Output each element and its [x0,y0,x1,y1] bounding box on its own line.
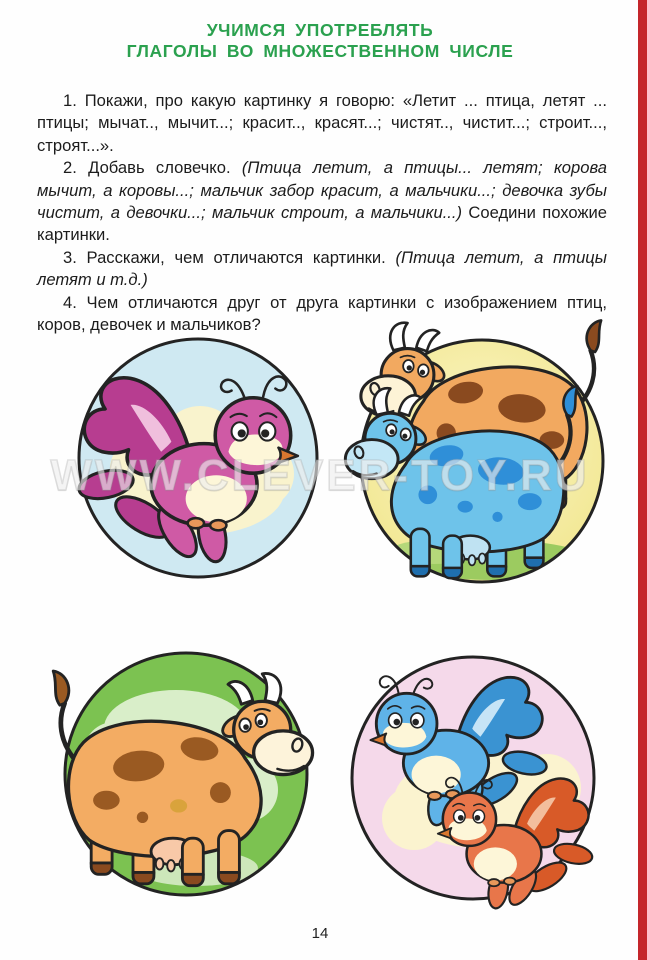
task-1 [37,90,607,157]
page-title [20,20,620,62]
picture-circle-two-cows [344,330,616,596]
one-bird-illustration [72,334,324,586]
page-number: 14 [311,925,329,942]
task-1-text: 1. Покажи, про какую картинку я говорю: «Летит ... птица, летят ... птицы; мычат.., мычит...; красит.., красят...; чистят.., чистит...; строит..., строят...». [37,91,607,155]
picture-circle-one-cow [56,640,312,902]
task-2 [37,157,607,247]
page-title-line1: УЧИМСЯ УПОТРЕБЛЯТЬ [206,20,434,40]
task-2-example: (Птица летит, а птицы... летят; корова мычит, а коровы...; мальчик забор красит, а мальчики...; девочка зубы чистит, а девочки...; мальчик строит, а мальчики...) [37,158,607,223]
two-birds-illustration [342,650,604,908]
two-cows-illustration [344,330,616,596]
watermark: WWW.CLEVER-TOY.RU [50,451,590,500]
one-cow-illustration [56,640,312,902]
picture-circle-one-bird [72,334,324,586]
task-2-text-end: Соедини похожие картинки. [37,203,607,245]
picture-circle-two-birds [342,650,604,908]
task-2-text: 2. Добавь словечко. [63,158,242,178]
task-3 [37,247,607,292]
page-edge-stripe [638,0,647,960]
task-list [37,90,607,336]
task-4-text: 4. Чем отличаются друг от друга картинки с изображением птиц, коров, девочек и мальчиков? [37,292,607,335]
task-3-text: 3. Расскажи, чем отличаются картинки. [63,247,396,267]
task-3-example: (Птица летит, а птицы летят и т.д.) [37,247,607,290]
page-title-line2: ГЛАГОЛЫ ВО МНОЖЕСТВЕННОМ ЧИСЛЕ [126,41,514,61]
